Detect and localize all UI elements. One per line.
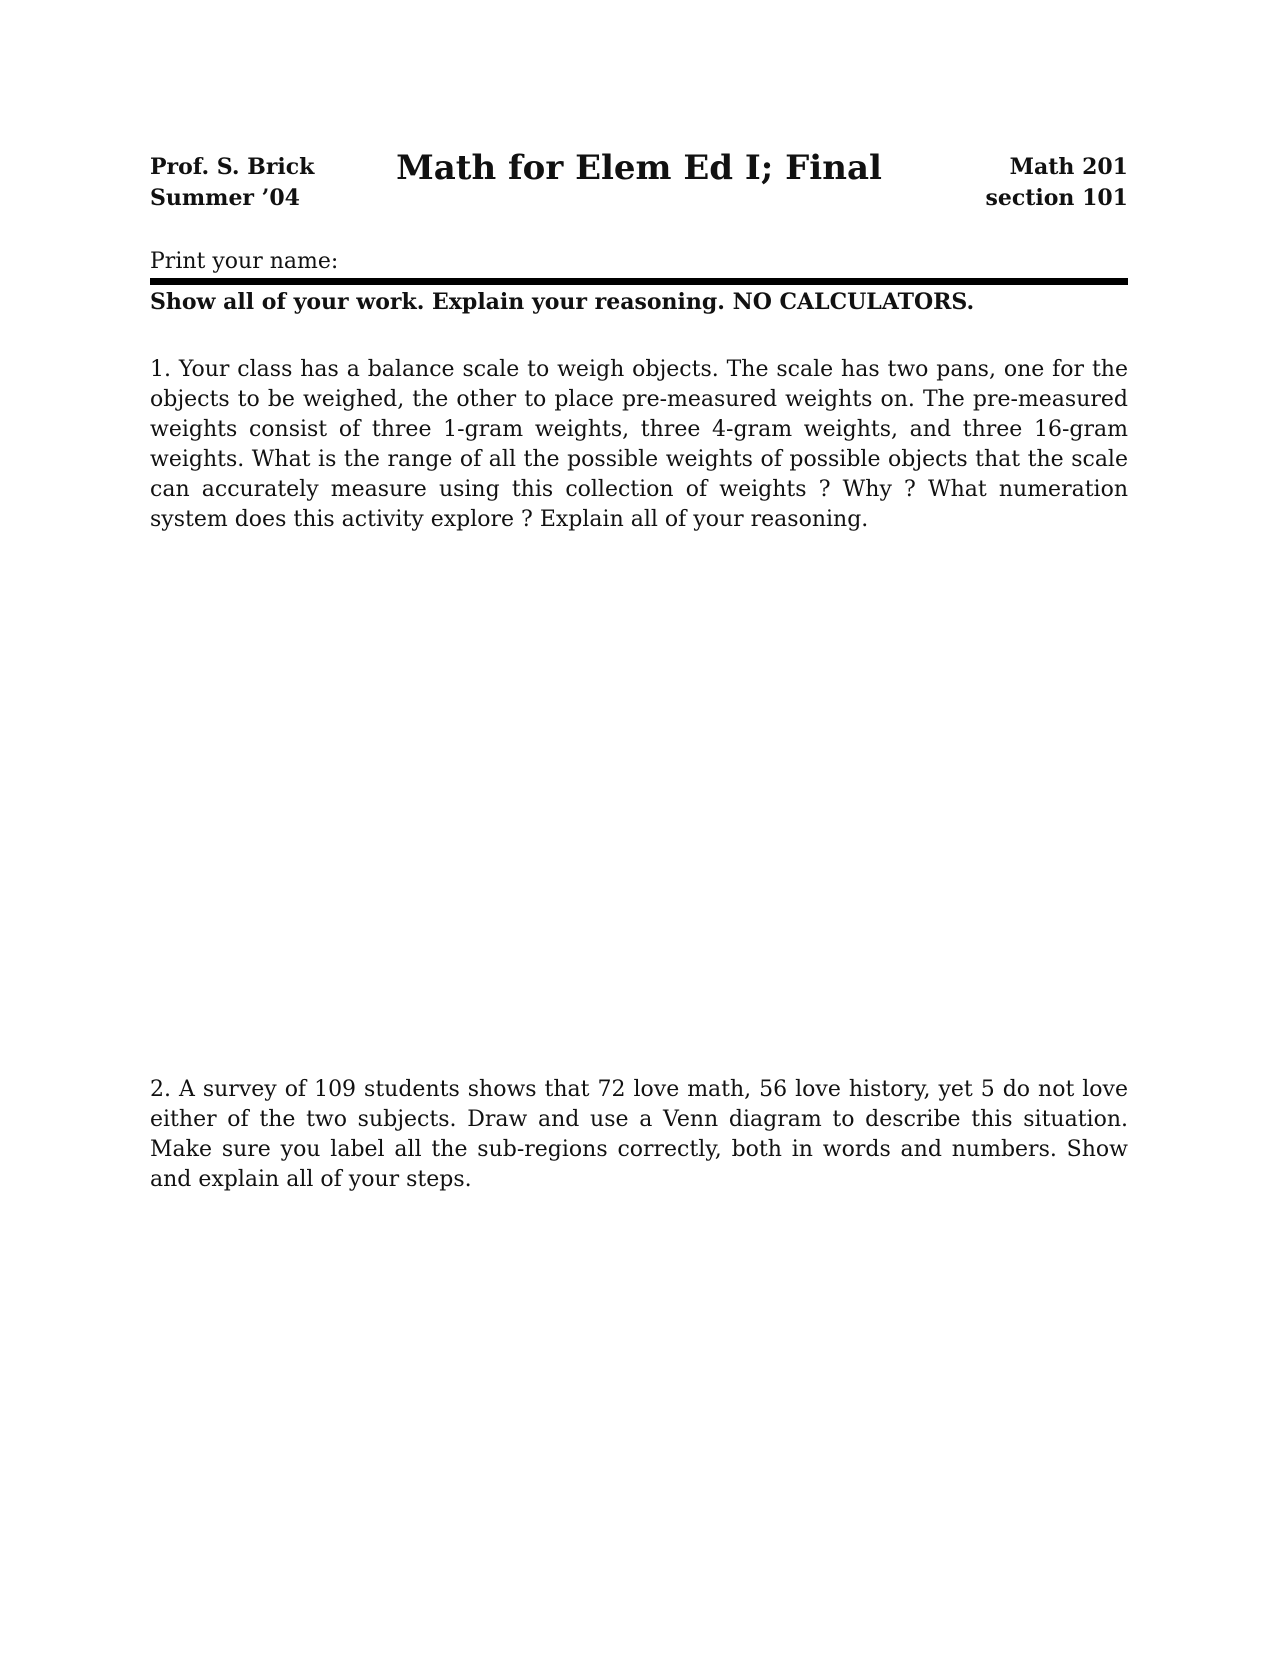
header-right [985, 152, 1128, 214]
exam-header [150, 148, 1128, 218]
exam-instructions: Show all of your work. Explain your reasoning. NO CALCULATORS. [150, 289, 975, 315]
instructor-name: Prof. S. Brick [150, 154, 315, 180]
exam-title: Math for Elem Ed I; Final [396, 148, 882, 188]
name-prompt: Print your name: [150, 249, 339, 274]
exam-page [150, 0, 1128, 1656]
header-rule [150, 278, 1128, 285]
term-label: Summer ’04 [150, 185, 300, 211]
section-label: section 101 [985, 185, 1128, 211]
course-number: Math 201 [1009, 154, 1128, 180]
problem-2: 2. A survey of 109 students shows that 72 love math, 56 love history, yet 5 do not love either of the two subjects. Draw and use a Venn diagram to describe this situation. Make sure you label all the sub-regions correctly, both in words and numbers. Show and explain all of your steps. [150, 1077, 1128, 1192]
problem-1: 1. Your class has a balance scale to weigh objects. The scale has two pans, one for the objects to be weighed, the other to place pre-measured weights on. The pre-measured weights consist of three 1-gram weights, three 4-gram weights, and three 16-gram weights. What is the range of all the possible weights of possible objects that the scale can accurately measure using this collection of weights ? Why ? What numeration system does this activity explore ? Explain all of your reasoning. [150, 357, 1128, 532]
